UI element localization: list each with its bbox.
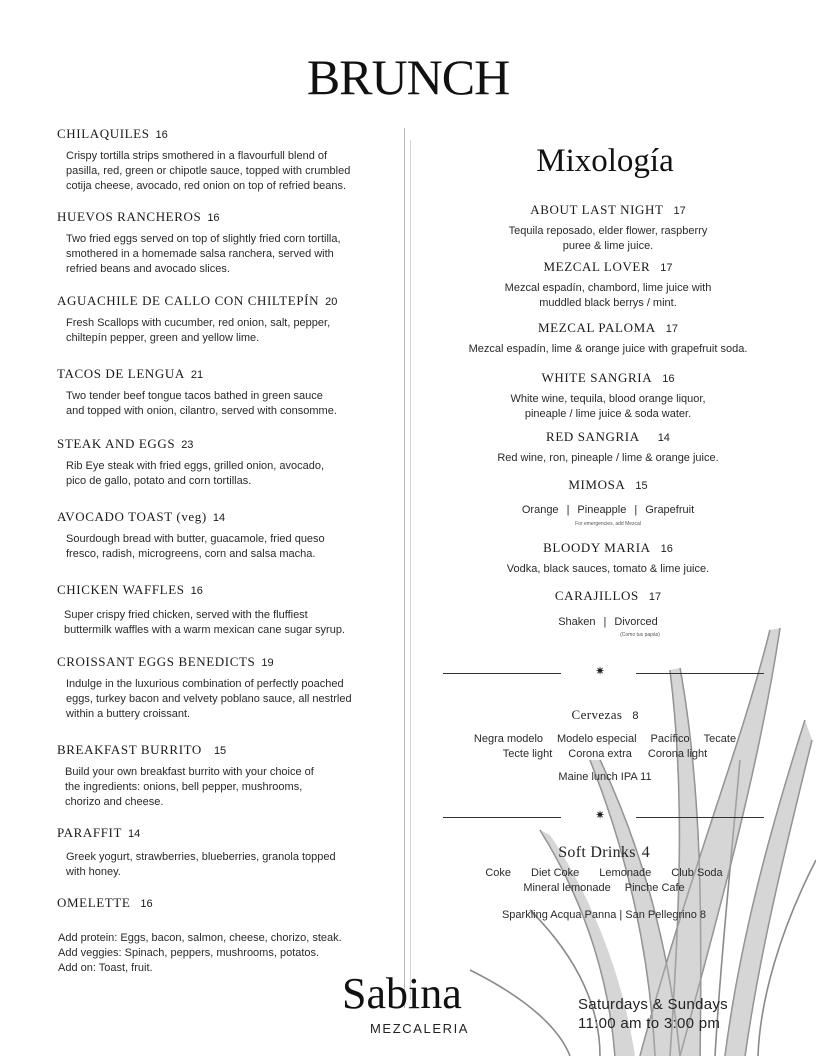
item-price: 20 <box>325 296 338 308</box>
soft-drink-item: Pinche Cafe <box>624 882 685 894</box>
drink-desc-line: White wine, tequila, blood orange liquor, <box>510 393 706 405</box>
beer-item: Modelo especial <box>557 733 637 745</box>
beer-item: Negra modelo <box>473 733 544 745</box>
beer-item: Maine lunch IPA 11 <box>558 771 652 783</box>
drink-price: 16 <box>662 373 675 385</box>
column-divider-secondary <box>410 140 411 1000</box>
drink-about-last-night <box>440 201 776 254</box>
soft-drink-item: Sparkling Acqua Panna | San Pellegrino 8 <box>501 909 707 921</box>
cervezas-price: 8 <box>632 710 639 722</box>
drink-price: 15 <box>635 480 648 492</box>
logo-subtitle: MEZCALERIA <box>370 1021 470 1036</box>
mixologia-title: Mixología <box>536 143 674 179</box>
item-name: CHICKEN WAFFLES <box>57 582 185 597</box>
item-desc-line: eggs, turkey bacon and velvety poblano sauce, all nestrled <box>66 693 352 705</box>
drink-desc-line: Mezcal espadín, lime & orange juice with grapefruit soda. <box>468 343 748 355</box>
item-desc-line: Fresh Scallops with cucumber, red onion, salt, pepper, <box>66 317 331 329</box>
brunch-item-omelette <box>57 895 153 911</box>
separator: | <box>634 504 638 516</box>
drink-price: 17 <box>660 262 673 274</box>
beer-item: Tecte light <box>502 748 553 760</box>
drink-price: 16 <box>660 543 673 555</box>
separator-line <box>636 673 764 674</box>
beer-item: Corona light <box>647 748 708 760</box>
separator: | <box>566 504 570 516</box>
service-hours <box>578 995 728 1033</box>
item-desc-line: fresco, radish, microgreens, corn and salsa macha. <box>66 548 316 560</box>
drink-name: CARAJILLOS <box>554 588 639 603</box>
soft-drink-item: Club Soda <box>671 867 723 879</box>
item-desc-line: Greek yogurt, strawberries, blueberries, granola topped <box>66 851 336 863</box>
item-desc-line: chorizo and cheese. <box>65 796 164 808</box>
item-price: 16 <box>155 129 168 141</box>
item-desc-line: Build your own breakfast burrito with your choice of <box>65 766 314 778</box>
drink-name: ABOUT LAST NIGHT <box>530 202 664 217</box>
carajillo-option: Shaken <box>558 616 596 628</box>
item-desc-line: Crispy tortilla strips smothered in a flavourfull blend of <box>66 150 328 162</box>
soft-drinks-price: 4 <box>641 844 650 861</box>
drink-red-sangria <box>440 428 776 466</box>
soft-drink-item: Coke <box>485 867 511 879</box>
item-price: 14 <box>128 828 141 840</box>
mimosa-option: Grapefruit <box>645 504 695 516</box>
item-name: CROISSANT EGGS BENEDICTS <box>57 654 256 669</box>
brunch-item-tacos-de-lengua <box>57 366 396 419</box>
item-name: HUEVOS RANCHEROS <box>57 209 202 224</box>
addon-line: Add protein: Eggs, bacon, salmon, cheese, chorizo, steak. <box>58 932 342 944</box>
brunch-item-chicken-waffles <box>57 582 394 638</box>
item-price: 16 <box>140 898 153 910</box>
star-ornament-icon: ✷ <box>594 808 606 822</box>
drink-name: MIMOSA <box>568 477 626 492</box>
soft-drink-item: Mineral lemonade <box>523 882 611 894</box>
drink-name: RED SANGRIA <box>546 429 640 444</box>
star-ornament-icon: ✷ <box>594 664 606 678</box>
drink-name: WHITE SANGRIA <box>541 370 653 385</box>
drink-desc-line: pineaple / lime juice & soda water. <box>524 408 692 420</box>
drink-desc-line: Mezcal espadín, chambord, lime juice with <box>504 282 712 294</box>
drink-bloody-maria <box>440 539 776 577</box>
item-desc-line: the ingredients: onions, bell pepper, mushrooms, <box>65 781 303 793</box>
drink-white-sangria <box>440 369 776 422</box>
soft-drinks-title: Soft Drinks <box>558 844 636 861</box>
item-desc-line: cotija cheese, avocado, red onion on top of refried beans. <box>66 180 347 192</box>
brunch-item-aguachile <box>57 293 396 346</box>
drink-mezcal-paloma <box>438 319 778 357</box>
separator-line <box>443 817 561 818</box>
item-price: 16 <box>207 212 220 224</box>
item-name: AGUACHILE DE CALLO CON CHILTEPÍN <box>57 293 320 308</box>
carajillo-option: Divorced <box>614 616 658 628</box>
item-price: 21 <box>190 369 204 381</box>
item-desc-line: pasilla, red, green or chipotle sauce, topped with crumbled <box>66 165 351 177</box>
item-desc-line: and topped with onion, cilantro, served with consomme. <box>66 405 337 417</box>
beer-item: Pacífico <box>650 733 690 745</box>
carajillo-note: (Como tus papás) <box>620 632 660 638</box>
sabina-logo: Sabina <box>342 969 462 1018</box>
item-desc-line: Sourdough bread with butter, guacamole, fried queso <box>66 533 325 545</box>
item-name: PARAFFIT <box>57 825 123 840</box>
brunch-item-avocado-toast <box>57 509 396 562</box>
item-name: STEAK AND EGGS <box>57 436 176 451</box>
item-desc-line: refried beans and avocado slices. <box>66 263 230 275</box>
item-desc-line: Two tender beef tongue tacos bathed in green sauce <box>66 390 323 402</box>
separator-line <box>443 673 561 674</box>
drink-carajillos <box>440 587 776 638</box>
drink-price: 14 <box>657 432 670 444</box>
mimosa-note: For emergencies, add Mezcal <box>575 521 641 527</box>
item-desc-line: chiltepín pepper, green and yellow lime. <box>66 332 260 344</box>
drink-desc-line: puree & lime juice. <box>562 240 654 252</box>
drink-mimosa <box>440 476 776 527</box>
item-name: CHILAQUILES <box>57 126 150 141</box>
soft-drink-item: Lemonade <box>599 867 652 879</box>
brunch-item-huevos-rancheros <box>57 209 396 277</box>
separator: | <box>603 616 607 628</box>
drink-price: 17 <box>673 205 686 217</box>
beer-item: Tecate <box>703 733 737 745</box>
brunch-item-chilaquiles <box>57 126 396 194</box>
service-days: Saturdays & Sundays <box>578 996 728 1013</box>
column-divider <box>404 128 405 1008</box>
addon-line: Add veggies: Spinach, peppers, mushrooms, potatos. <box>58 947 320 959</box>
drink-mezcal-lover <box>440 258 776 311</box>
cervezas-section <box>440 706 770 785</box>
item-price: 23 <box>181 439 194 451</box>
soft-drinks-section <box>436 844 772 923</box>
brunch-item-breakfast-burrito <box>57 742 395 810</box>
item-desc-line: Two fried eggs served on top of slightly fried corn tortilla, <box>66 233 341 245</box>
item-price: 16 <box>190 585 203 597</box>
drink-desc-line: muddled black berrys / mint. <box>539 297 677 309</box>
drink-desc-line: Tequila reposado, elder flower, raspberry <box>508 225 708 237</box>
item-name: OMELETTE <box>57 895 131 910</box>
mimosa-option: Pineapple <box>577 504 627 516</box>
item-desc-line: smothered in a homemade salsa ranchera, served with <box>66 248 334 260</box>
service-time: 11:00 am to 3:00 pm <box>578 1015 721 1032</box>
item-desc-line: with honey. <box>66 866 121 878</box>
brunch-item-paraffit <box>57 825 396 880</box>
brunch-item-steak-and-eggs <box>57 436 396 489</box>
drink-price: 17 <box>648 591 662 603</box>
item-price: 14 <box>212 512 226 524</box>
addon-line: Add on: Toast, fruit. <box>58 962 153 974</box>
item-desc-line: pico de gallo, potato and corn tortillas. <box>66 475 252 487</box>
item-desc-line: buttermilk waffles with a warm mexican cane sugar syrup. <box>64 624 346 636</box>
separator-line <box>636 817 764 818</box>
agave-illustration <box>440 610 816 1056</box>
item-name: TACOS DE LENGUA <box>57 366 185 381</box>
item-desc-line: Super crispy fried chicken, served with the fluffiest <box>64 609 308 621</box>
drink-desc-line: Red wine, ron, pineaple / lime & orange juice. <box>497 452 719 464</box>
item-name: BREAKFAST BURRITO <box>57 742 202 757</box>
item-price: 19 <box>261 657 274 669</box>
item-desc-line: within a buttery croissant. <box>66 708 191 720</box>
beer-item: Corona extra <box>568 748 632 760</box>
drink-name: BLOODY MARIA <box>543 540 651 555</box>
cervezas-title: Cervezas <box>571 707 623 722</box>
page-title: BRUNCH <box>306 49 510 105</box>
drink-name: MEZCAL LOVER <box>543 259 651 274</box>
mimosa-option: Orange <box>521 504 559 516</box>
drink-name: MEZCAL PALOMA <box>538 320 656 335</box>
item-desc-line: Rib Eye steak with fried eggs, grilled onion, avocado, <box>66 460 325 472</box>
soft-drink-item: Diet Coke <box>531 867 580 879</box>
item-name: AVOCADO TOAST (veg) <box>57 509 207 524</box>
item-desc-line: Indulge in the luxurious combination of perfectly poached <box>66 678 344 690</box>
drink-desc-line: Vodka, black sauces, tomato & lime juice. <box>506 563 710 575</box>
drink-price: 17 <box>665 323 678 335</box>
item-price: 15 <box>213 745 227 757</box>
brunch-item-croissant-eggs-benedicts <box>57 654 396 722</box>
